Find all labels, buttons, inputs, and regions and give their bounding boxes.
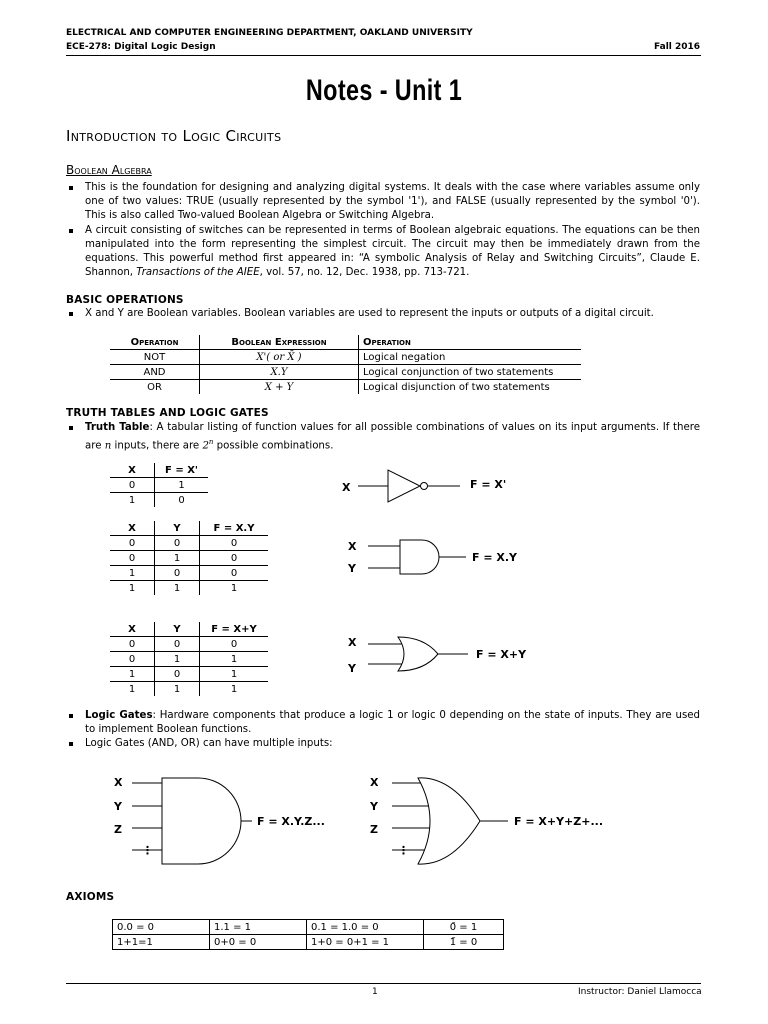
- table-row: [110, 350, 581, 365]
- tt-cell: 1: [128, 683, 136, 695]
- boolean-bullet-2-text: A circuit consisting of switches can be represented in terms of Boolean algebraic equations. The equations can be then manipulated into the form representing the simplest circuit. The circuit may then be immediately drawn from the equations. This powerful method first appeared in: “A symbolic Analysis of Relay and Switching Circuits”, Claude E. Shannon,: [85, 224, 700, 279]
- tt-header: F = X.Y: [200, 521, 269, 536]
- tt-cell: 1: [155, 581, 200, 596]
- or-multi-output: F = X+Y+Z+...: [514, 815, 603, 828]
- tt-cell: 1: [155, 682, 200, 697]
- tt-header: F = X+Y: [200, 622, 269, 637]
- truth-table-label: Truth Table: [85, 422, 150, 433]
- truth-table-bullet: [66, 421, 700, 454]
- axiom-cell: 1+0 = 0+1 = 1: [307, 935, 424, 950]
- table-row: [110, 493, 208, 508]
- and-truth-table: [110, 521, 268, 595]
- boolean-bullets: [66, 181, 700, 280]
- table-row: [110, 380, 581, 395]
- table-row: [110, 365, 581, 380]
- tt-cell: 0: [155, 667, 200, 682]
- tt-cell: 0: [200, 637, 269, 652]
- table-row: [110, 536, 268, 551]
- basic-ops-heading: BASIC OPERATIONS: [66, 294, 184, 306]
- not-input-label: X: [342, 481, 351, 494]
- truth-text-b: inputs, there are: [111, 440, 203, 452]
- tt-cell: 1: [200, 667, 269, 682]
- or-output-label: F = X+Y: [476, 648, 527, 661]
- axiom-cell: 0.0 = 0: [113, 920, 210, 935]
- and-multi-dots: ⋮: [142, 844, 153, 857]
- tt-cell: 1: [200, 652, 269, 667]
- and-input-y: Y: [348, 562, 356, 575]
- basic-gates-diagram: [330, 450, 580, 690]
- ops-cell: AND: [110, 365, 200, 380]
- and-output-label: F = X.Y: [472, 551, 518, 564]
- tt-cell: 1: [128, 582, 136, 594]
- axiom-cell: 1̄ = 0: [424, 935, 504, 950]
- tt-cell: 0: [155, 493, 209, 508]
- axiom-cell: 0.1 = 1.0 = 0: [307, 920, 424, 935]
- two-base: 2: [202, 440, 209, 452]
- or-multi-gate: [369, 776, 603, 864]
- and-input-x: X: [348, 540, 357, 553]
- ops-cell: Logical disjunction of two statements: [359, 380, 582, 395]
- tt-header: Y: [155, 622, 200, 637]
- and-multi-x: X: [114, 776, 123, 789]
- term-header: Fall 2016: [654, 42, 701, 52]
- tt-cell: 0: [110, 536, 155, 551]
- ops-cell: X.Y: [200, 365, 359, 380]
- axiom-cell: 0+0 = 0: [210, 935, 307, 950]
- tt-cell: 1: [110, 566, 155, 581]
- logic-gates-bullets: [66, 709, 700, 752]
- truth-bullets: [66, 421, 700, 454]
- or-multi-x: X: [370, 776, 379, 789]
- axiom-cell: 1+1=1: [113, 935, 210, 950]
- ops-header-expression: Boolean Expression: [200, 335, 359, 350]
- tt-header: X: [110, 463, 155, 478]
- tt-cell: 1: [155, 652, 200, 667]
- table-row: [110, 682, 268, 697]
- course-header: ECE-278: Digital Logic Design: [66, 42, 216, 52]
- tt-cell: 0: [200, 551, 269, 566]
- tt-header: F = X': [155, 463, 209, 478]
- table-row: [110, 581, 268, 596]
- tt-header: X: [110, 622, 155, 637]
- ops-cell: NOT: [110, 350, 200, 365]
- table-row: [110, 521, 268, 536]
- operations-header-row: [110, 335, 581, 350]
- tt-cell: 1: [155, 478, 209, 493]
- tt-cell: 1: [200, 581, 269, 596]
- and-gate: [347, 540, 518, 575]
- or-multi-dots: ⋮: [398, 844, 409, 857]
- boolean-bullet-1: This is the foundation for designing and analyzing digital systems. It deals with the case where variables assume only one of two values: TRUE (usually represented by the symbol '1'), and FALSE (usually represented by the symbol '0'). This is also called Two-valued Boolean Algebra or Switching Algebra.: [66, 181, 700, 224]
- instructor: Instructor: Daniel Llamocca: [578, 987, 702, 997]
- truth-text-e: possible combinations.: [213, 440, 334, 452]
- tt-cell: 0: [155, 536, 200, 551]
- n-var: n: [104, 440, 112, 452]
- table-row: [110, 478, 208, 493]
- table-row: [113, 935, 504, 950]
- or-multi-z: Z: [370, 823, 378, 836]
- basic-ops-bullets: [66, 307, 700, 321]
- or-multi-y: Y: [370, 800, 378, 813]
- tt-cell: 0: [155, 566, 200, 581]
- axiom-cell: 0̄ = 1: [424, 920, 504, 935]
- not-gate: [342, 470, 506, 502]
- and-multi-output: F = X.Y.Z...: [257, 815, 325, 828]
- tt-cell: 0: [110, 652, 155, 667]
- page-title: Notes - Unit 1: [305, 74, 463, 107]
- or-gate: [347, 636, 527, 675]
- tt-cell: 0: [155, 637, 200, 652]
- n-exp: n: [208, 438, 214, 447]
- table-row: [110, 622, 268, 637]
- section-title: Introduction to Logic Circuits: [66, 127, 282, 145]
- and-multi-y: Y: [114, 800, 122, 813]
- multi-input-gates-diagram: [100, 768, 620, 873]
- tt-cell: 0: [200, 536, 269, 551]
- truth-heading: TRUTH TABLES AND LOGIC GATES: [66, 407, 269, 419]
- tt-cell: 1: [200, 682, 269, 697]
- axioms-table: [112, 919, 504, 950]
- and-multi-gate: [113, 776, 325, 864]
- axiom-cell: 1.1 = 1: [210, 920, 307, 935]
- table-row: [110, 637, 268, 652]
- department-header: ELECTRICAL AND COMPUTER ENGINEERING DEPARTMENT, OAKLAND UNIVERSITY: [66, 28, 473, 38]
- tt-cell: 1: [128, 494, 136, 506]
- footer-rule: [66, 983, 701, 984]
- table-row: [110, 667, 268, 682]
- and-multi-z: Z: [114, 823, 122, 836]
- table-row: [110, 566, 268, 581]
- ops-header-operation-2: Operation: [359, 335, 582, 350]
- table-row: [113, 920, 504, 935]
- ops-header-operation: Operation: [110, 335, 200, 350]
- tt-cell: 0: [110, 637, 155, 652]
- logic-gates-bullet: [66, 709, 700, 737]
- tt-header: X: [110, 521, 155, 536]
- tt-cell: 0: [200, 566, 269, 581]
- or-input-y: Y: [348, 662, 356, 675]
- not-output-label: F = X': [470, 478, 507, 491]
- page-number: 1: [372, 987, 378, 997]
- ops-cell: Logical conjunction of two statements: [359, 365, 582, 380]
- tt-cell: 0: [110, 478, 155, 493]
- ops-cell: X'( or X̄ ): [200, 350, 359, 365]
- table-row: [110, 551, 268, 566]
- or-truth-table: [110, 622, 268, 696]
- table-row: [110, 652, 268, 667]
- not-truth-table: [110, 463, 208, 507]
- logic-gates-label: Logic Gates: [85, 710, 153, 721]
- logic-gates-text: : Hardware components that produce a logic 1 or logic 0 depending on the state of inputs. They are used to implement Boolean functions.: [85, 710, 700, 736]
- ops-cell: OR: [147, 381, 162, 393]
- header-rule: [66, 55, 701, 56]
- tt-cell: 1: [155, 551, 200, 566]
- or-input-x: X: [348, 636, 357, 649]
- multi-input-bullet: Logic Gates (AND, OR) can have multiple inputs:: [66, 737, 700, 751]
- axioms-heading: AXIOMS: [66, 891, 115, 903]
- truth-table-text: : A tabular listing of function values for all possible combinations of values on its input arguments. If there are: [85, 422, 701, 452]
- basic-ops-bullet: X and Y are Boolean variables. Boolean variables are used to represent the inputs or outputs of a digital circuit.: [66, 307, 700, 321]
- boolean-bullet-2-end: , vol. 57, no. 12, Dec. 1938, pp. 713-721.: [259, 267, 470, 279]
- journal-name: Transactions of the AIEE: [136, 267, 260, 279]
- tt-cell: 0: [110, 551, 155, 566]
- ops-cell: X + Y: [200, 380, 359, 395]
- ops-cell: Logical negation: [359, 350, 582, 365]
- table-row: [110, 463, 208, 478]
- tt-cell: 1: [110, 667, 155, 682]
- boolean-bullet-2: [66, 224, 700, 281]
- boolean-heading: Boolean Algebra: [66, 163, 152, 177]
- operations-table: [110, 335, 581, 394]
- tt-header: Y: [155, 521, 200, 536]
